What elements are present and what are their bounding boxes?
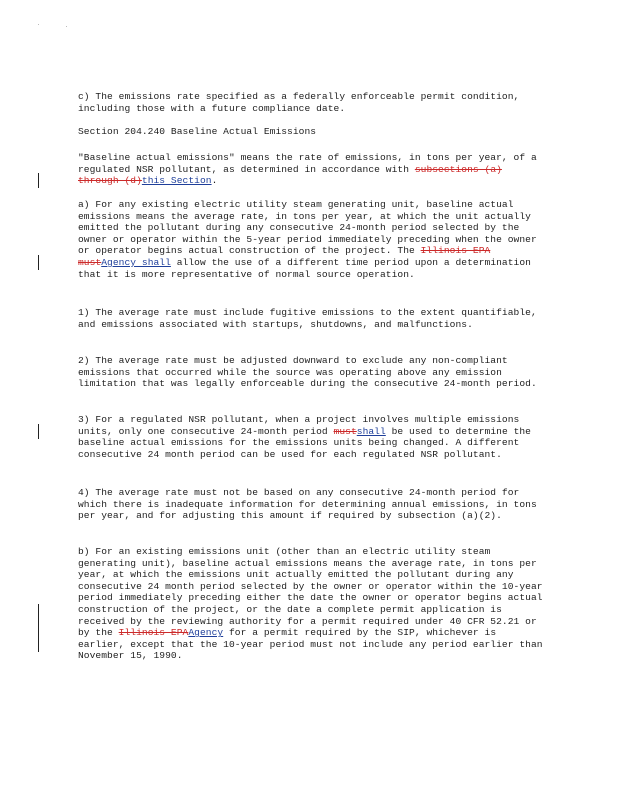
inserted-text: Agency shall (101, 256, 171, 268)
change-bar (38, 255, 39, 270)
paragraph-1 (78, 307, 548, 330)
change-bar (38, 604, 39, 652)
inserted-text: shall (356, 425, 386, 437)
paragraph-definition (78, 152, 548, 187)
paragraph-4 (78, 487, 548, 522)
deleted-text: Illinois EPA (118, 627, 189, 639)
scan-speck (38, 24, 39, 25)
item-3-text: 3) For a regulated NSR pollutant, when a project involves multiple emissions units, only one consecutive 24-month period (78, 414, 520, 437)
paragraph-b-text-continued: for a permit required by the SIP, whichever is earlier, except that the 10-year period must not include any period earlier than November 15, 1990. (78, 627, 543, 662)
paragraph-a-text: a) For any existing electric utility steam generating unit, baseline actual emissions means the average rate, in tons per year, at which the unit actually emitted the pollutant during any consecutive 24-month period selected by the owner or operator within the 5-year period immediately preceding when the owner or operator begins actual construction of the project. The (78, 199, 537, 257)
item-3-text-continued: be used to determine the baseline actual emissions for the emissions units being changed. A different consecutive 24 month period can be used for each regulated NSR pollutant. (78, 425, 531, 460)
definition-text: "Baseline actual emissions" means the rate of emissions, in tons per year, of a regulated NSR pollutant, as determined in accordance with (78, 152, 537, 175)
paragraph-a (78, 199, 548, 280)
item-2-text: 2) The average rate must be adjusted downward to exclude any non-compliant emissions that occurred while the source was operating above any emission limitation that was legally enforceable during the consecutive 24-month period. (78, 355, 537, 390)
section-heading: Section 204.240 Baseline Actual Emissions (78, 126, 317, 137)
paragraph-a-text-continued: allow the use of a different time period upon a determination that it is more representative of normal source operation. (78, 256, 531, 280)
deleted-text: must (333, 425, 357, 437)
paragraph-c-text: c) The emissions rate specified as a federally enforceable permit condition, including those with a future compliance date. (78, 91, 520, 114)
paragraph-c (78, 91, 548, 114)
inserted-text: this Section (141, 175, 212, 187)
section-heading-block (78, 126, 548, 138)
definition-end: . (211, 175, 218, 187)
inserted-text: Agency (188, 627, 224, 639)
deleted-text: Illinois EPA must (78, 245, 491, 268)
paragraph-b-text: b) For an existing emissions unit (other than an electric utility steam generating unit), baseline actual emissions means the average rate, in tons per year, at which the emissions unit actually emitted the pollutant during any consecutive 24 month period selected by the owner or operator within the 10-year period immediately preceding either the date the owner or operator begins actual construction of the project, or the date a complete permit application is received by the reviewing authority for a permit required under 40 CFR 52.21 or by the (78, 546, 543, 639)
paragraph-2 (78, 355, 548, 390)
item-4-text: 4) The average rate must not be based on any consecutive 24-month period for which there is inadequate information for determining annual emissions, in tons per year, and for adjusting this amount if required by subsection (a)(2). (78, 487, 537, 522)
change-bar (38, 173, 39, 188)
paragraph-3 (78, 414, 548, 460)
deleted-text: subsections (a) through (d) (78, 163, 502, 187)
change-bar (38, 424, 39, 439)
item-1-text: 1) The average rate must include fugitive emissions to the extent quantifiable, and emissions associated with startups, shutdowns, and malfunctions. (78, 307, 537, 330)
paragraph-b (78, 546, 548, 662)
scan-speck (66, 26, 67, 27)
